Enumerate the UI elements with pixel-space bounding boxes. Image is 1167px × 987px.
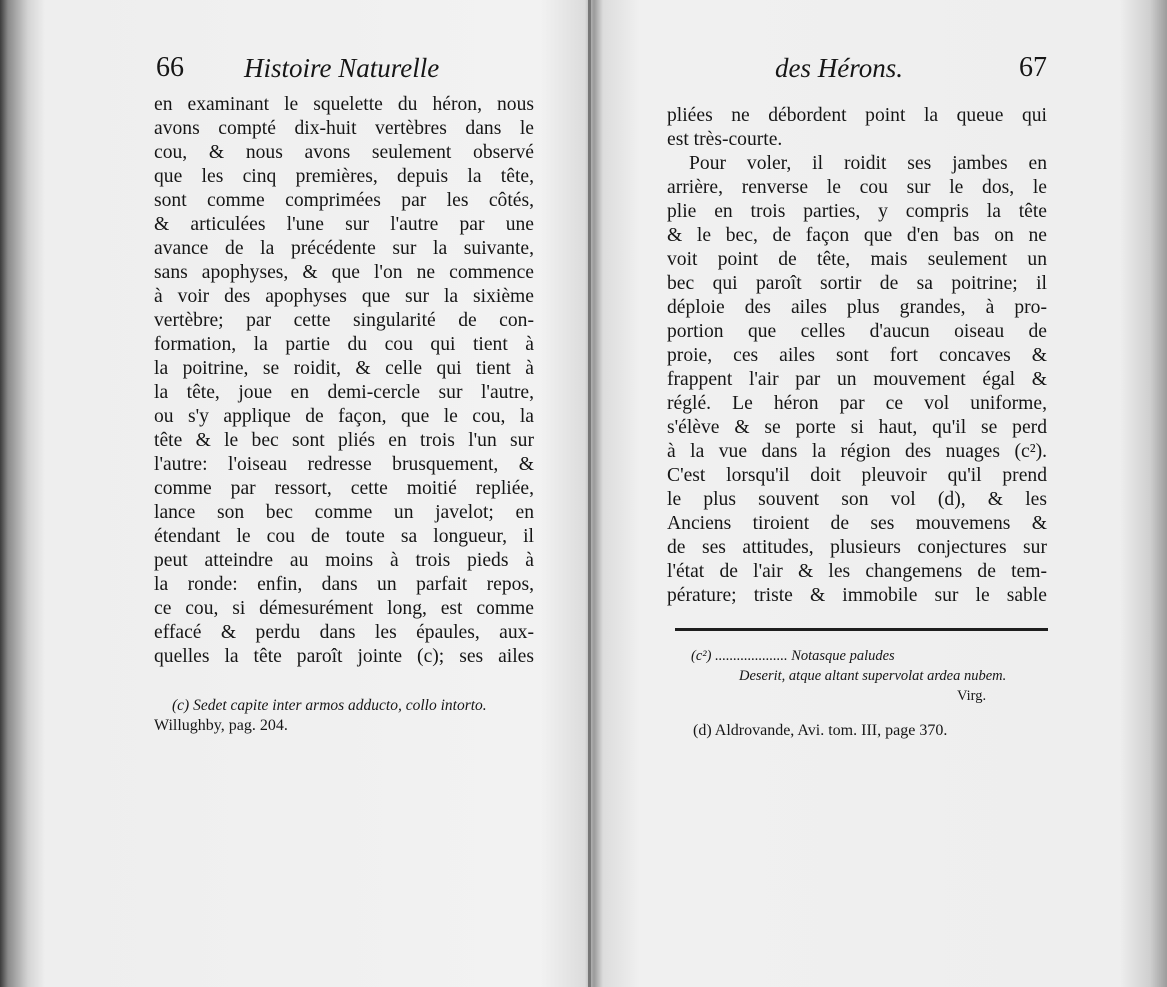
text-line: formation, la partie du cou qui tient à bbox=[154, 334, 534, 355]
text-line: la poitrine, se roidit, & celle qui tient à bbox=[154, 358, 534, 379]
text-line: frappent l'air par un mouvement égal & bbox=[667, 369, 1047, 390]
footnote-c2-verse: Deserit, atque altant supervolat ardea nubem. bbox=[739, 668, 1007, 684]
text-line: ou s'y applique de façon, que le cou, la bbox=[154, 406, 534, 427]
text-line: à voir des apophyses que sur la sixième bbox=[154, 286, 534, 307]
text-line: Pour voler, il roidit ses jambes en bbox=[689, 153, 1047, 174]
left-page-text bbox=[154, 93, 534, 669]
text-line: en examinant le squelette du héron, nous bbox=[154, 94, 534, 115]
text-line: lance son bec comme un javelot; en bbox=[154, 502, 534, 523]
text-line: proie, ces ailes sont fort concaves & bbox=[667, 345, 1047, 366]
text-line: réglé. Le héron par ce vol uniforme, bbox=[667, 393, 1047, 414]
page-number: 66 bbox=[156, 52, 184, 83]
right-page-text bbox=[667, 104, 1047, 608]
text-line: la tête, joue en demi-cercle sur l'autre, bbox=[154, 382, 534, 403]
text-line: tête & le bec sont pliés en trois l'un sur bbox=[154, 430, 534, 451]
footnote-c2-source: Virg. bbox=[957, 688, 987, 704]
text-line: portion que celles d'aucun oiseau de bbox=[667, 321, 1047, 342]
text-line: & articulées l'une sur l'autre par une bbox=[154, 214, 534, 235]
footnote-d: (d) Aldrovande, Avi. tom. III, page 370. bbox=[693, 722, 948, 739]
text-line: pliées ne débordent point la queue qui bbox=[667, 105, 1047, 126]
book-gutter bbox=[588, 0, 591, 987]
text-line: est très-courte. bbox=[667, 129, 783, 150]
text-line: sont comme comprimées par les côtés, bbox=[154, 190, 534, 211]
text-line: à la vue dans la région des nuages (c²). bbox=[667, 441, 1047, 462]
right-page bbox=[663, 0, 1047, 987]
footnote-rule bbox=[675, 628, 1048, 631]
text-line: avons compté dix-huit vertèbres dans le bbox=[154, 118, 534, 139]
text-line: quelles la tête paroît jointe (c); ses ailes bbox=[154, 646, 534, 667]
text-line: & le bec, de façon que d'en bas on ne bbox=[667, 225, 1047, 246]
running-title: Histoire Naturelle bbox=[244, 53, 440, 83]
text-line: pérature; triste & immobile sur le sable bbox=[667, 585, 1047, 606]
page-number: 67 bbox=[1019, 52, 1047, 83]
text-line: l'état de l'air & les changemens de tem- bbox=[667, 561, 1047, 582]
text-line: la ronde: enfin, dans un parfait repos, bbox=[154, 574, 534, 595]
footnote-c: (c) Sedet capite inter armos adducto, collo intorto. bbox=[172, 697, 487, 714]
text-line: sans apophyses, & que l'on ne commence bbox=[154, 262, 534, 283]
text-line: voit point de tête, mais seulement un bbox=[667, 249, 1047, 270]
text-line: cou, & nous avons seulement observé bbox=[154, 142, 534, 163]
left-page-header bbox=[150, 52, 534, 92]
text-line: étendant le cou de toute sa longueur, il bbox=[154, 526, 534, 547]
text-line: bec qui paroît sortir de sa poitrine; il bbox=[667, 273, 1047, 294]
right-page-header bbox=[663, 52, 1047, 92]
text-line: le plus souvent son vol (d), & les bbox=[667, 489, 1047, 510]
left-page bbox=[150, 0, 534, 987]
footnote-c2: (c²) .................... Notasque paludes bbox=[691, 648, 895, 664]
text-line: l'autre: l'oiseau redresse brusquement, & bbox=[154, 454, 534, 475]
text-line: de ses attitudes, plusieurs conjectures sur bbox=[667, 537, 1047, 558]
footnote-c-source: Willughby, pag. 204. bbox=[154, 717, 288, 734]
text-line: peut atteindre au moins à trois pieds à bbox=[154, 550, 534, 571]
running-title: des Hérons. bbox=[775, 53, 903, 83]
text-line: plie en trois parties, y compris la tête bbox=[667, 201, 1047, 222]
text-line: avance de la précédente sur la suivante, bbox=[154, 238, 534, 259]
text-line: effacé & perdu dans les épaules, aux- bbox=[154, 622, 534, 643]
text-line: déploie des ailes plus grandes, à pro- bbox=[667, 297, 1047, 318]
text-line: ce cou, si démesurément long, est comme bbox=[154, 598, 534, 619]
text-line: que les cinq premières, depuis la tête, bbox=[154, 166, 534, 187]
text-line: C'est lorsqu'il doit pleuvoir qu'il prend bbox=[667, 465, 1047, 486]
text-line: comme par ressort, cette moitié repliée, bbox=[154, 478, 534, 499]
text-line: arrière, renverse le cou sur le dos, le bbox=[667, 177, 1047, 198]
text-line: s'élève & se porte si haut, qu'il se perd bbox=[667, 417, 1047, 438]
text-line: vertèbre; par cette singularité de con- bbox=[154, 310, 534, 331]
text-line: Anciens tiroient de ses mouvemens & bbox=[667, 513, 1047, 534]
